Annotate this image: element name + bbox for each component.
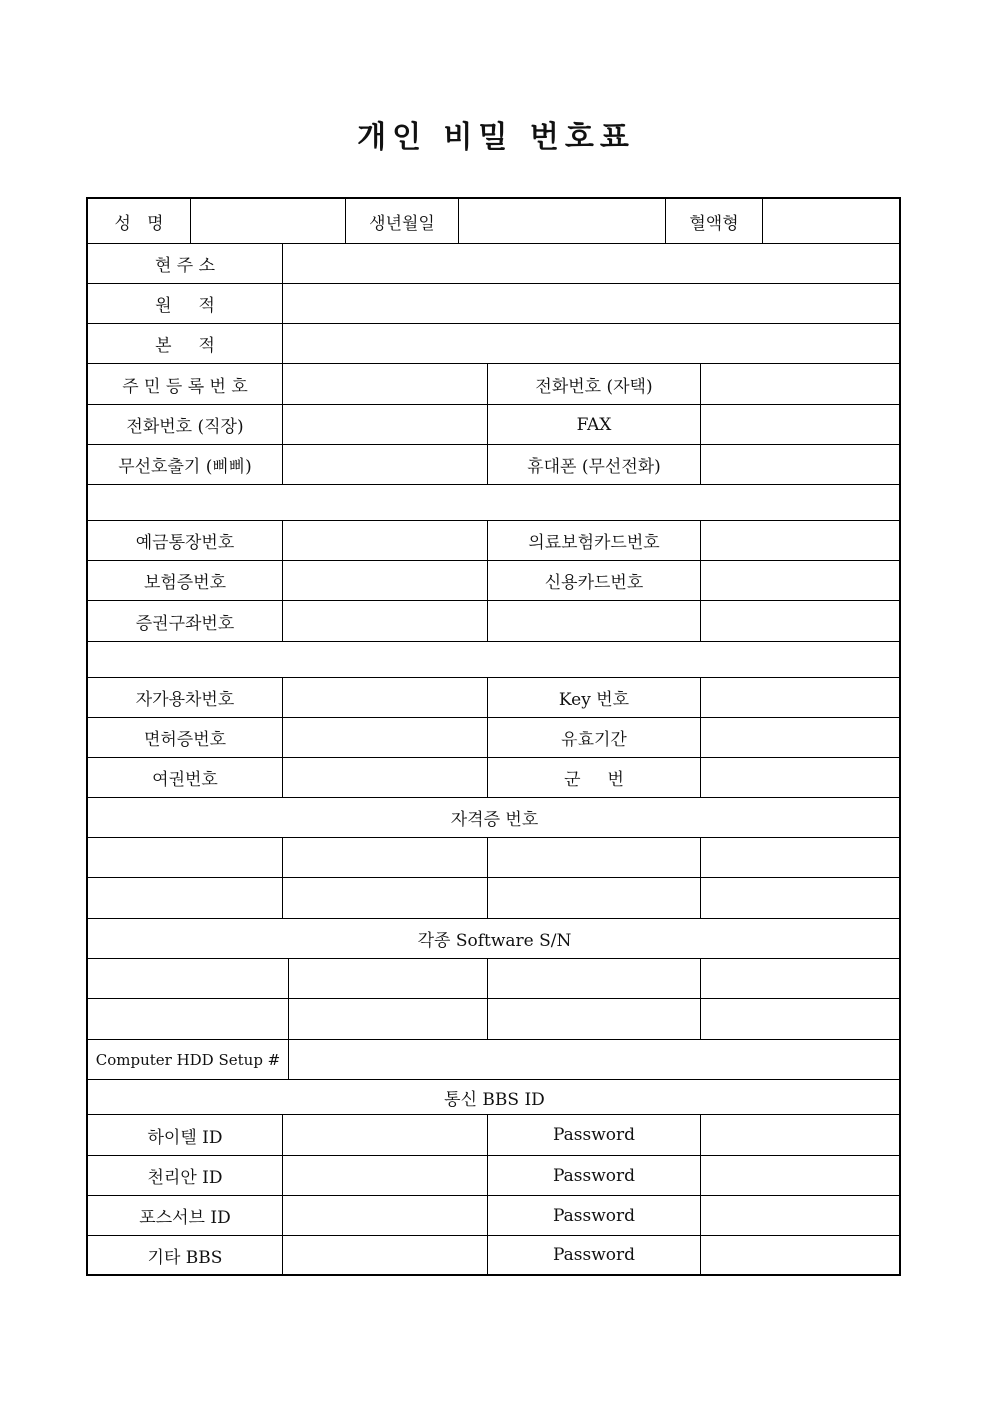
software-field[interactable]: [487, 999, 700, 1039]
table-row: [88, 1040, 899, 1080]
blood-label: 혈액형: [665, 199, 762, 243]
table-row: [88, 838, 899, 878]
cert-field[interactable]: [282, 838, 487, 877]
hdd-field[interactable]: [288, 1040, 901, 1079]
forserv-id-field[interactable]: [282, 1196, 487, 1235]
password-label: Password: [487, 1115, 700, 1155]
securities-field[interactable]: [282, 601, 487, 641]
car-field[interactable]: [282, 678, 487, 717]
chollian-password-field[interactable]: [700, 1156, 901, 1195]
password-form-table: [86, 197, 901, 1276]
cert-field[interactable]: [88, 878, 282, 918]
table-row: [88, 324, 899, 364]
blank-field-cell[interactable]: [700, 601, 901, 641]
credit-field[interactable]: [700, 561, 901, 600]
mobile-label: 휴대폰 (무선전화): [487, 445, 700, 484]
phone-home-field[interactable]: [700, 364, 901, 404]
fax-label: FAX: [487, 405, 700, 444]
software-field[interactable]: [700, 999, 901, 1039]
passport-label: 여권번호: [152, 770, 218, 790]
table-row: [88, 1196, 899, 1236]
spacer-row: [88, 642, 899, 678]
table-row: [88, 445, 899, 485]
fax-field[interactable]: [700, 405, 901, 444]
name-label: 성 명: [114, 213, 164, 234]
table-row: [88, 999, 899, 1040]
table-row: [88, 244, 899, 284]
validity-field[interactable]: [700, 718, 901, 757]
table-row: [88, 405, 899, 445]
key-field[interactable]: [700, 678, 901, 717]
hitel-label: 하이텔 ID: [147, 1127, 223, 1148]
mobile-field[interactable]: [700, 445, 901, 484]
bank-label: 예금통장번호: [135, 533, 235, 553]
other-bbs-password-field[interactable]: [700, 1236, 901, 1274]
rrn-field[interactable]: [282, 364, 487, 404]
table-row: [88, 678, 899, 718]
password-label: Password: [487, 1156, 700, 1195]
phone-work-field[interactable]: [282, 405, 487, 444]
license-field[interactable]: [282, 718, 487, 757]
table-row: [88, 959, 899, 999]
cert-field[interactable]: [487, 838, 700, 877]
phone-work-label: 전화번호 (직장): [126, 417, 244, 437]
pager-field[interactable]: [282, 445, 487, 484]
origin-label: 원 적: [155, 296, 215, 316]
domicile-field[interactable]: [282, 324, 901, 363]
validity-label: 유효기간: [487, 718, 700, 757]
table-row: [88, 1156, 899, 1196]
software-field[interactable]: [88, 999, 288, 1039]
bbs-section-header: 통신 BBS ID: [444, 1089, 545, 1110]
military-label: 군 번: [487, 758, 700, 797]
medical-field[interactable]: [700, 521, 901, 560]
domicile-label: 본 적: [155, 336, 215, 356]
table-row: [88, 878, 899, 919]
password-label: Password: [487, 1196, 700, 1235]
medical-label: 의료보험카드번호: [487, 521, 700, 560]
insurance-label: 보험증번호: [143, 573, 227, 593]
passport-field[interactable]: [282, 758, 487, 797]
table-row: [88, 919, 899, 959]
hitel-id-field[interactable]: [282, 1115, 487, 1155]
table-row: [88, 561, 899, 601]
other-bbs-id-field[interactable]: [282, 1236, 487, 1274]
credit-label: 신용카드번호: [487, 561, 700, 600]
table-row: [88, 758, 899, 798]
software-section-header: 각종 Software S/N: [417, 931, 572, 951]
table-row: [88, 1115, 899, 1156]
origin-field[interactable]: [282, 284, 901, 323]
chollian-id-field[interactable]: [282, 1156, 487, 1195]
insurance-field[interactable]: [282, 561, 487, 600]
car-label: 자가용차번호: [135, 690, 235, 710]
software-field[interactable]: [487, 959, 700, 998]
cert-field[interactable]: [88, 838, 282, 877]
cert-field[interactable]: [487, 878, 700, 918]
software-field[interactable]: [88, 959, 288, 998]
software-field[interactable]: [700, 959, 901, 998]
page-title: 개인 비밀 번호표: [357, 120, 635, 155]
table-row: [88, 284, 899, 324]
table-row: [88, 521, 899, 561]
address-field[interactable]: [282, 244, 901, 283]
password-label: Password: [487, 1236, 700, 1274]
license-label: 면허증번호: [143, 730, 227, 750]
table-row: [88, 364, 899, 405]
table-row: [88, 601, 899, 642]
cert-section-header: 자격증 번호: [450, 810, 539, 830]
table-row: [88, 718, 899, 758]
forserv-label: 포스서브 ID: [139, 1208, 231, 1228]
software-field[interactable]: [288, 999, 487, 1039]
blank-label-cell[interactable]: [487, 601, 700, 641]
cert-field[interactable]: [700, 878, 901, 918]
table-row: [88, 798, 899, 838]
other-bbs-label: 기타 BBS: [147, 1247, 223, 1268]
phone-home-label: 전화번호 (자택): [487, 364, 700, 404]
chollian-label: 천리안 ID: [147, 1168, 223, 1188]
key-label: Key 번호: [487, 678, 700, 717]
table-row: [88, 199, 899, 244]
table-row: [88, 1080, 899, 1115]
spacer-row: [88, 485, 899, 521]
software-field[interactable]: [288, 959, 487, 998]
securities-label: 증권구좌번호: [135, 613, 235, 634]
birth-label: 생년월일: [345, 199, 458, 243]
hitel-password-field[interactable]: [700, 1115, 901, 1155]
forserv-password-field[interactable]: [700, 1196, 901, 1235]
table-row: [88, 1236, 899, 1274]
military-field[interactable]: [700, 758, 901, 797]
name-field[interactable]: [190, 199, 345, 243]
cert-field[interactable]: [282, 878, 487, 918]
hdd-label: Computer HDD Setup #: [95, 1050, 281, 1069]
birth-field[interactable]: [458, 199, 665, 243]
bank-field[interactable]: [282, 521, 487, 560]
blood-field[interactable]: [762, 199, 901, 243]
address-label: 현 주 소: [154, 256, 216, 276]
rrn-label: 주 민 등 록 번 호: [122, 376, 248, 397]
pager-label: 무선호출기 (삐삐): [118, 457, 252, 477]
cert-field[interactable]: [700, 838, 901, 877]
